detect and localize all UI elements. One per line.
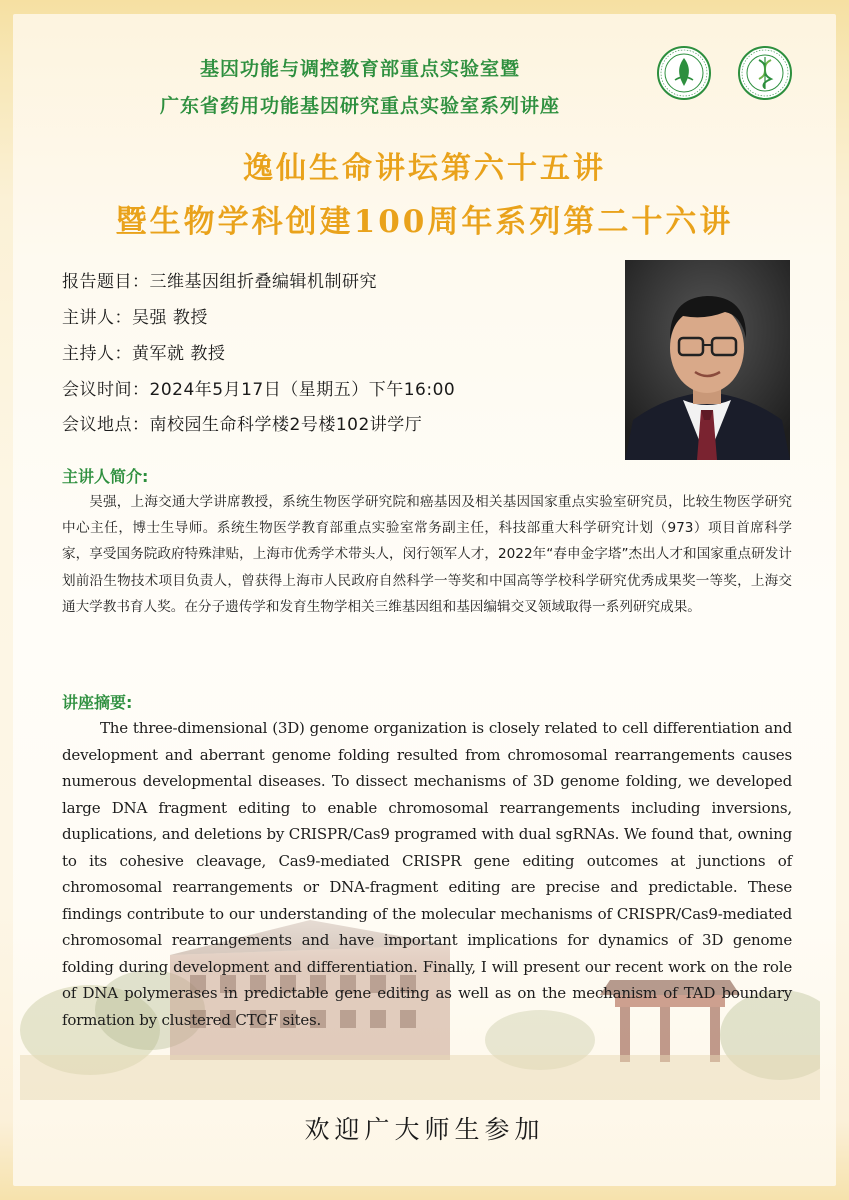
speaker-portrait-image [625, 260, 790, 460]
host: 主持人：黄军就 教授 [62, 344, 226, 364]
lab-logo [738, 46, 792, 100]
lab-title-line1: 基因功能与调控教育部重点实验室暨 [199, 58, 520, 80]
lab-title-line2: 广东省药用功能基因研究重点实验室系列讲座 [159, 95, 560, 117]
lecture-topic: 报告题目：三维基因组折叠编辑机制研究 [62, 272, 377, 292]
meeting-time: 会议时间：2024年5月17日（星期五）下午16:00 [62, 380, 456, 400]
bio-heading: 主讲人简介: [62, 467, 149, 486]
forum-title: 逸仙生命讲坛第六十五讲 [243, 151, 606, 186]
abstract-text: The three-dimensional (3D) genome organization is closely related to cell differentiation and development and aberrant genome folding resulted from chromosomal rearrangements causes numerous developmental diseases. To dissect mechanisms of 3D genome folding, we developed large DNA fragment editing to enable chromosomal rearrangements including inversions, duplications, and deletions by CRISPR/Cas9 programed with dual sgRNAs. We found that, owning to its cohesive cleavage, Cas9-mediated CRISPR gene editing outcomes at junctions of chromosomal rearrangements or DNA-fragment editing are precise and predictable. These findings contribute to our understanding of the molecular mechanisms of CRISPR/Cas9-mediated chromosomal rearrangements and have important implications for dynamics of 3D genome folding during development and differentiation. Finally, I will present our recent work on the role of DNA polymerases in predictable gene editing as well as on the mechanism of TAD boundary formation by clustered CTCF sites. [62, 719, 792, 1029]
series-title: 暨生物学科创建100周年系列第二十六讲 [115, 204, 734, 240]
meeting-place: 会议地点：南校园生命科学楼2号楼102讲学厅 [62, 415, 423, 435]
school-logo [657, 46, 711, 100]
speaker-photo [625, 260, 790, 460]
speaker: 主讲人：吴强 教授 [62, 308, 208, 328]
welcome-message: 欢迎广大师生参加 [304, 1115, 545, 1144]
bio-text: 吴强，上海交通大学讲席教授，系统生物医学研究院和癌基因及相关基因国家重点实验室研究员，比较生物医学研究中心主任，博士生导师。系统生物医学教育部重点实验室常务副主任，科技部重大科学研究计划（973）项目首席科学家，享受国务院政府特殊津贴，上海市优秀学术带头人，闵行领军人才，2022年“春申金字塔”杰出人才和国家重点研发计划前沿生物技术项目负责人，曾获得上海市人民政府自然科学一等奖和中国高等学校科学研究优秀成果奖一等奖，上海交通大学教书育人奖。在分子遗传学和发育生物学相关三维基因组和基因编辑交叉领域取得一系列研究成果。 [62, 494, 792, 615]
abstract-heading: 讲座摘要: [62, 693, 133, 712]
